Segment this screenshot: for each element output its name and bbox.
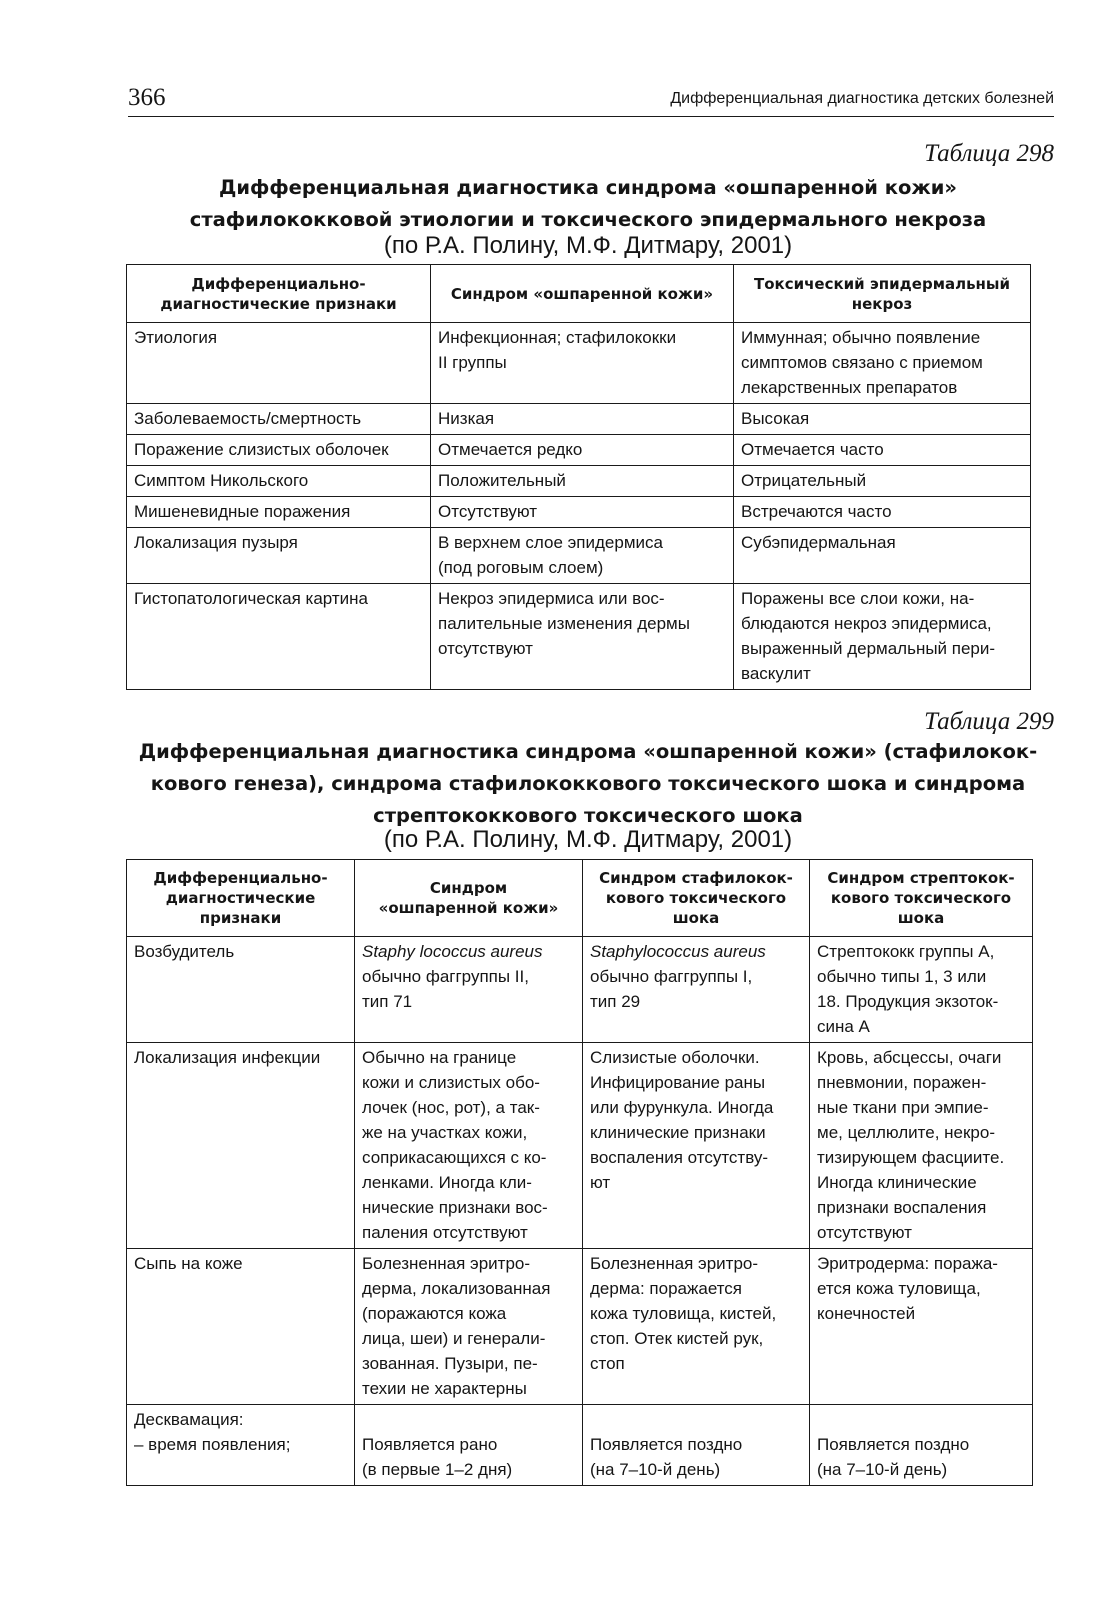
- table-row: [127, 1249, 1033, 1405]
- column-header: Дифференциально- диагностические признаки: [127, 860, 355, 937]
- table-298-caption: Таблица 298: [924, 140, 1054, 167]
- table-cell: Отмечается редко: [431, 435, 734, 466]
- table-cell: Отрицательный: [734, 466, 1031, 497]
- table-299-title: Дифференциальная диагностика синдрома «ошпаренной кожи» (стафилокок- кового генеза), синдрома стафилококкового токсического шока и синдрома стрептококкового токсического шока: [138, 740, 1038, 827]
- table-cell: Отсутствуют: [431, 497, 734, 528]
- table-299: [126, 859, 1033, 1486]
- table-298-source: (по Р.А. Полину, М.Ф. Дитмару, 2001): [383, 232, 793, 259]
- cell-text: обычно фаггруппы I, тип 29: [590, 967, 753, 1011]
- page-number: 366: [128, 84, 166, 111]
- column-header: Синдром «ошпаренной кожи»: [355, 860, 583, 937]
- table-cell: Стрептококк группы А, обычно типы 1, 3 или 18. Продукция экзоток- сина А: [810, 937, 1033, 1043]
- table-row: [127, 466, 1031, 497]
- table-cell: Локализация пузыря: [127, 528, 431, 584]
- table-cell: [583, 937, 810, 1043]
- table-cell: Субэпидермальная: [734, 528, 1031, 584]
- table-row: [127, 937, 1033, 1043]
- column-header: Синдром стрептокок- кового токсического шока: [810, 860, 1033, 937]
- table-cell: Локализация инфекции: [127, 1043, 355, 1249]
- table-298-title: Дифференциальная диагностика синдрома «ошпаренной кожи» стафилококковой этиологии и токсического эпидермального некроза: [189, 176, 987, 231]
- table-cell: Кровь, абсцессы, очаги пневмонии, поражен- ные ткани при эмпие- ме, целлюлите, некро- тизирующем фасциите. Иногда клинические признаки воспаления отсутствуют: [810, 1043, 1033, 1249]
- table-cell: Болезненная эритро- дерма: поражается кожа туловища, кистей, стоп. Отек кистей рук, стоп: [583, 1249, 810, 1405]
- table-cell: Сыпь на коже: [127, 1249, 355, 1405]
- column-header: Синдром стафилокок- кового токсического шока: [583, 860, 810, 937]
- table-cell: Слизистые оболочки. Инфицирование раны или фурункула. Иногда клинические признаки воспаления отсутству- ют: [583, 1043, 810, 1249]
- table-row: [127, 497, 1031, 528]
- column-header: Дифференциально- диагностические признаки: [127, 265, 431, 323]
- organism-name: Staphy lococcus aureus: [362, 942, 543, 961]
- table-header-row: [127, 860, 1033, 937]
- table-cell: Гистопатологическая картина: [127, 584, 431, 690]
- table-cell: Отмечается часто: [734, 435, 1031, 466]
- table-cell: Поражены все слои кожи, на- блюдаются некроз эпидермиса, выраженный дермальный пери- васкулит: [734, 584, 1031, 690]
- table-row: [127, 435, 1031, 466]
- table-cell: Симптом Никольского: [127, 466, 431, 497]
- table-cell: Этиология: [127, 323, 431, 404]
- table-cell: Инфекционная; стафилококки II группы: [431, 323, 734, 404]
- table-cell: Мишеневидные поражения: [127, 497, 431, 528]
- table-cell: Иммунная; обычно появление симптомов связано с приемом лекарственных препаратов: [734, 323, 1031, 404]
- table-cell: Десквамация: – время появления;: [127, 1405, 355, 1486]
- table-cell: Эритродерма: поража- ется кожа туловища, конечностей: [810, 1249, 1033, 1405]
- table-row: [127, 584, 1031, 690]
- table-cell: Положительный: [431, 466, 734, 497]
- table-row: [127, 1043, 1033, 1249]
- table-cell: Высокая: [734, 404, 1031, 435]
- table-299-caption: Таблица 299: [924, 708, 1054, 735]
- table-cell: Появляется поздно (на 7–10-й день): [583, 1405, 810, 1486]
- table-cell: Поражение слизистых оболочек: [127, 435, 431, 466]
- organism-name: Staphylococcus aureus: [590, 942, 766, 961]
- table-cell: Появляется рано (в первые 1–2 дня): [355, 1405, 583, 1486]
- table-header-row: [127, 265, 1031, 323]
- running-title: Дифференциальная диагностика детских болезней: [670, 90, 1054, 107]
- table-row: [127, 1405, 1033, 1486]
- table-cell: Болезненная эритро- дерма, локализованная (поражаются кожа лица, шеи) и генерали- зованная. Пузыри, пе- техии не характерны: [355, 1249, 583, 1405]
- table-cell: Заболеваемость/смертность: [127, 404, 431, 435]
- table-cell: В верхнем слое эпидермиса (под роговым слоем): [431, 528, 734, 584]
- table-row: [127, 404, 1031, 435]
- table-298: [126, 264, 1031, 690]
- table-cell: [355, 937, 583, 1043]
- table-cell: Появляется поздно (на 7–10-й день): [810, 1405, 1033, 1486]
- table-cell: Встречаются часто: [734, 497, 1031, 528]
- cell-text: обычно фаггруппы II, тип 71: [362, 967, 529, 1011]
- table-row: [127, 528, 1031, 584]
- column-header: Токсический эпидермальный некроз: [734, 265, 1031, 323]
- table-cell: Обычно на границе кожи и слизистых обо- лочек (нос, рот), а так- же на участках кожи, соприкасающихся с ко- ленками. Иногда кли- нические признаки вос- паления отсутствуют: [355, 1043, 583, 1249]
- table-row: [127, 323, 1031, 404]
- table-cell: Возбудитель: [127, 937, 355, 1043]
- page-header: [128, 82, 1054, 117]
- table-cell: Некроз эпидермиса или вос- палительные изменения дермы отсутствуют: [431, 584, 734, 690]
- column-header: Синдром «ошпаренной кожи»: [431, 265, 734, 323]
- table-cell: Низкая: [431, 404, 734, 435]
- table-299-source: (по Р.А. Полину, М.Ф. Дитмару, 2001): [383, 826, 793, 853]
